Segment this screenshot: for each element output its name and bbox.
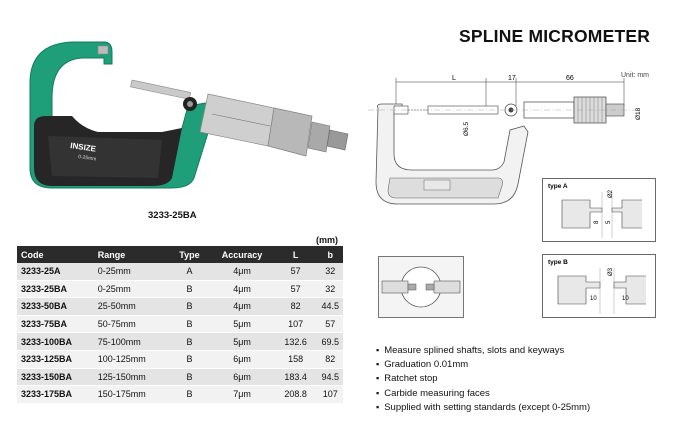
range-mark: 0-25mm [77,154,97,163]
cell-type: B [169,280,211,298]
cell-l: 57 [274,280,318,298]
product-photo [12,28,357,210]
cell-range: 0-25mm [94,280,169,298]
cell-type: B [169,333,211,351]
header-l: L [274,246,318,263]
header-type: Type [169,246,211,263]
header-range: Range [94,246,169,263]
cell-b: 82 [317,350,343,368]
dim-d18: Ø18 [635,107,642,120]
cell-type: B [169,298,211,316]
cell-range: 100-125mm [94,350,169,368]
cell-l: 208.8 [274,386,318,404]
list-item: ▪ Ratchet stop [376,371,590,385]
header-code: Code [17,246,94,263]
cell-type: B [169,368,211,386]
cell-b: 32 [317,280,343,298]
dim-66: 66 [566,75,574,82]
dim-17: 17 [508,75,516,82]
type-b-dim-a: 10 [590,296,597,302]
cell-range: 75-100mm [94,333,169,351]
type-b-detail [542,254,656,318]
cell-accuracy: 5μm [210,315,274,333]
cell-type: B [169,350,211,368]
photo-caption: 3233-25BA [148,210,197,221]
table-row [17,368,343,386]
type-b-dim-d: Ø3 [608,267,614,276]
type-a-detail [542,178,656,242]
cell-range: 25-50mm [94,298,169,316]
header-accuracy: Accuracy [210,246,274,263]
cell-b: 107 [317,386,343,404]
cell-type: A [169,263,211,280]
table-row [17,350,343,368]
cell-code: 3233-25BA [17,280,94,298]
cell-l: 132.6 [274,333,318,351]
type-b-dim-b: 10 [622,296,629,302]
brand-logo: INSIZE [69,141,97,154]
cell-accuracy: 4μm [210,280,274,298]
spline-section-view [378,256,464,318]
cell-accuracy: 6μm [210,368,274,386]
table-unit-note: (mm) [316,235,338,245]
cell-b: 57 [317,315,343,333]
type-a-dim-d: Ø2 [608,189,614,198]
list-item: ▪ Supplied with setting standards (except 0-25mm) [376,400,590,414]
cell-b: 94.5 [317,368,343,386]
cell-type: B [169,315,211,333]
cell-accuracy: 4μm [210,298,274,316]
list-item: ▪ Graduation 0.01mm [376,357,590,371]
table-row [17,386,343,404]
cell-l: 158 [274,350,318,368]
cell-b: 69.5 [317,333,343,351]
header-b: b [317,246,343,263]
cell-range: 50-75mm [94,315,169,333]
table-row [17,280,343,298]
cell-l: 57 [274,263,318,280]
cell-code: 3233-50BA [17,298,94,316]
unit-note: Unit: mm [621,72,649,79]
dim-d65: Ø6.5 [463,121,470,136]
table-row [17,333,343,351]
cell-code: 3233-125BA [17,350,94,368]
cell-accuracy: 6μm [210,350,274,368]
cell-b: 44.5 [317,298,343,316]
cell-code: 3233-75BA [17,315,94,333]
cell-code: 3233-175BA [17,386,94,404]
cell-code: 3233-150BA [17,368,94,386]
type-a-dim-b: 5 [606,220,612,224]
page-title: SPLINE MICROMETER [459,26,651,46]
cell-l: 107 [274,315,318,333]
list-item: ▪ Carbide measuring faces [376,386,590,400]
cell-range: 150-175mm [94,386,169,404]
cell-code: 3233-100BA [17,333,94,351]
type-b-label: type B [548,259,568,266]
cell-range: 125-150mm [94,368,169,386]
cell-range: 0-25mm [94,263,169,280]
type-a-label: type A [548,183,568,190]
table-row [17,298,343,316]
type-a-dim-a: 8 [594,220,600,224]
feature-list [376,343,590,414]
cell-l: 82 [274,298,318,316]
cell-b: 32 [317,263,343,280]
cell-accuracy: 5μm [210,333,274,351]
cell-accuracy: 4μm [210,263,274,280]
table-row [17,315,343,333]
table-row [17,263,343,280]
dim-l: L [452,75,456,82]
cell-l: 183.4 [274,368,318,386]
cell-code: 3233-25A [17,263,94,280]
list-item: ▪ Measure splined shafts, slots and keyways [376,343,590,357]
cell-accuracy: 7μm [210,386,274,404]
cell-type: B [169,386,211,404]
table-header-row [17,246,343,263]
spec-table [17,246,343,404]
